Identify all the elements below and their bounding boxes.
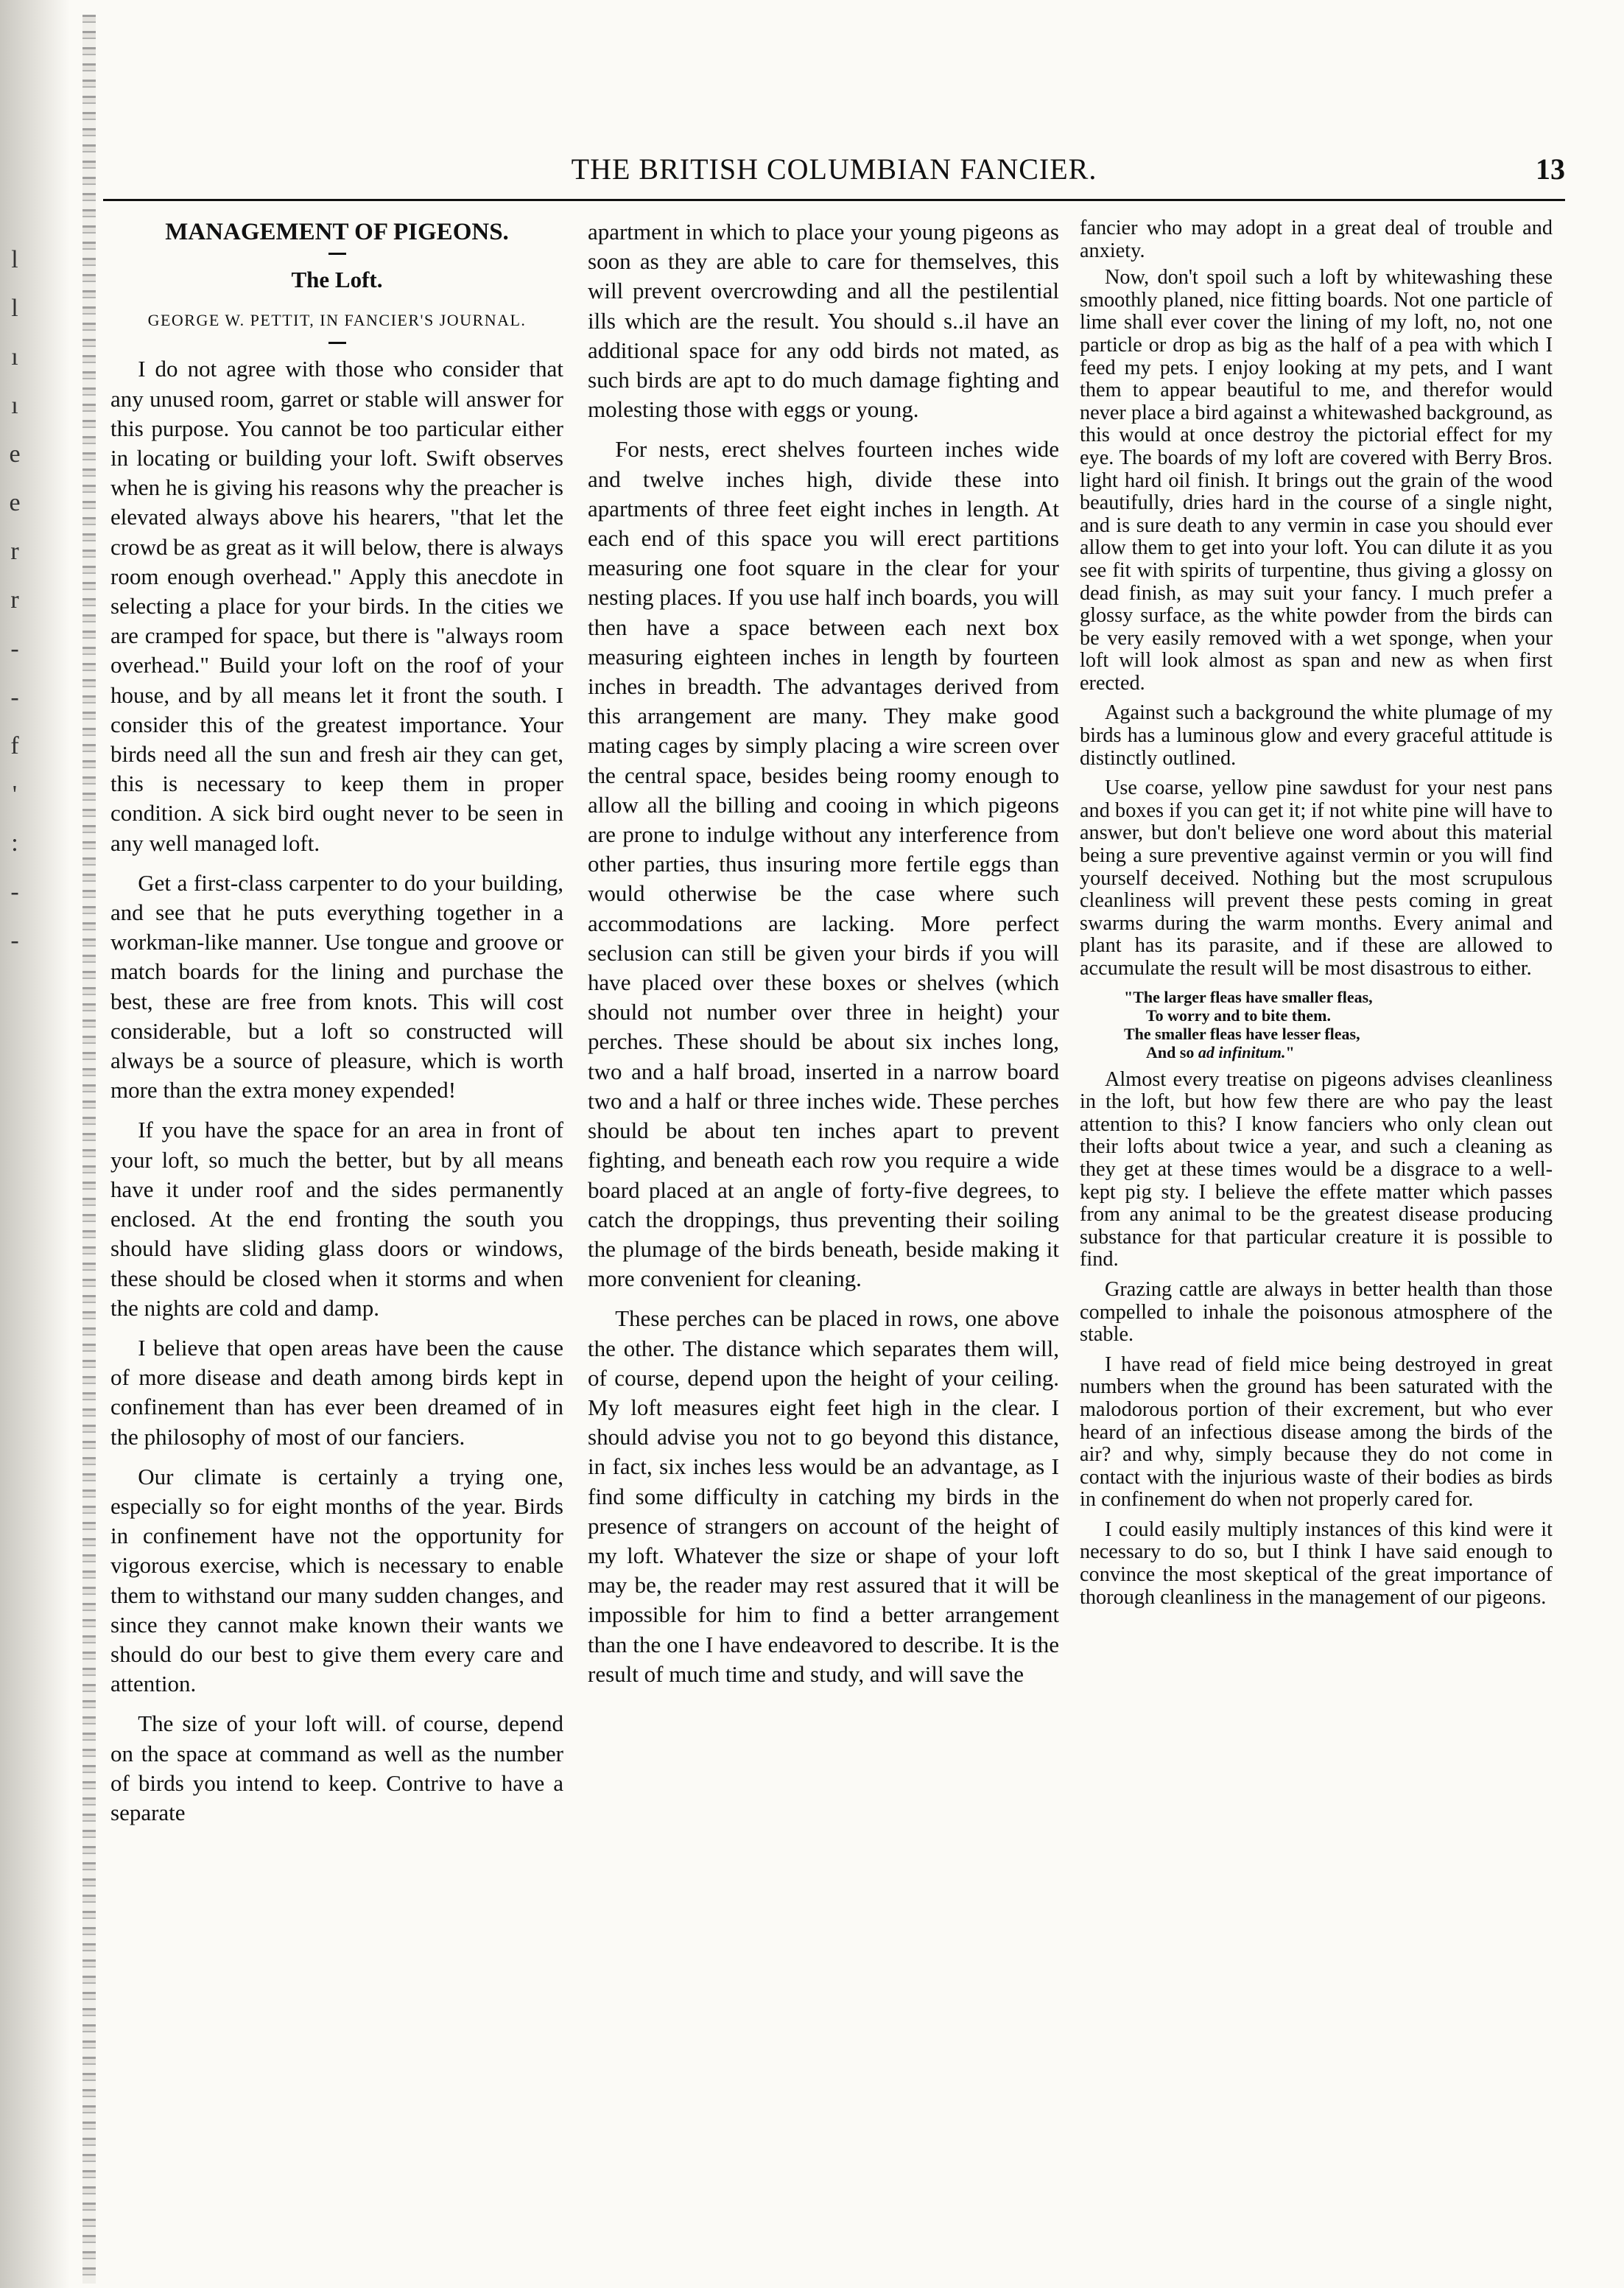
paragraph: Use coarse, yellow pine sawdust for your nest pans and boxes if you can get it; if not white pine will have to answer, but don't believe one word about this material being a sure preventive against vermin or you will find yourself deceived. Nothing but the most scrupulous cleanliness will prevent these pests coming in great swarms during the warm months. Every animal and plant has its parasite, and if these are allowed to accumulate the result will be most disastrous to either.: [1080, 776, 1553, 980]
running-head: [103, 147, 1565, 201]
paragraph-continued: fancier who may adopt in a great deal of trouble and anxiety.: [1080, 217, 1553, 262]
title-rule: [328, 253, 346, 255]
paragraph: The size of your loft will. of course, depend on the space at command as well as the number of birds you intend to keep. Contrive to have a separate: [110, 1710, 563, 1825]
byline-rule: [328, 342, 346, 344]
margin-fragment: :: [11, 829, 18, 857]
margin-fragment: l: [11, 246, 18, 273]
margin-fragment: e: [9, 489, 21, 516]
verse-line: "The larger fleas have smaller fleas,: [1124, 987, 1373, 1006]
publication-title: THE BRITISH COLUMBIAN FANCIER.: [571, 152, 1097, 186]
margin-fragment: l: [11, 295, 18, 322]
margin-fragment: ı: [11, 392, 18, 419]
paragraph: Against such a background the white plumage of my birds has a luminous glow and every graceful attitude is distinctly outlined.: [1080, 701, 1553, 770]
column-1: [110, 217, 563, 1838]
paragraph: For nests, erect shelves fourteen inches wide and twelve inches high, divide these into apartments of three feet eight inches in length. At each end of this space you will erect partitions measuring one foot square in the clear for your nesting places. If you use half inch boards, you will then have a space between each next box measuring eighteen inches in length by fourteen inches in breadth. The advantages derived from this arrangement are many. They make good mating cages by simply placing a wire screen over the central space, besides being roomy enough to allow all the billing and cooing in which pigeons are prone to indulge without any interference from other parties, thus insuring more fertile eggs than would otherwise be the case where such accommodations are lacking. More perfect seclusion can still be given your birds if you will have placed over these boxes or shelves (which should not number over three in height) your perches. These should be about six inches long, two and a half broad, inserted in a narrow board two and a half or three inches wide. These perches should be about ten inches apart to prevent fighting, and beneath each row you require a wide board placed at an angle of forty-five degrees, to catch the droppings, thus preventing their soiling the plumage of the birds beneath, beside making it more convenient for cleaning.: [588, 436, 1059, 1292]
margin-fragment: e: [9, 441, 21, 468]
paragraph: These perches can be placed in rows, one above the other. The distance which separates them will, of course, depend upon the height of your ceiling. My loft measures eight feet high in the clear. I should advise you not to go beyond this distance, in fact, six inches less would be an advantage, as I find some difficulty in catching my birds in the presence of strangers on account of the height of my loft. Whatever the size or shape of your loft may be, the reader may rest assured that it will be impossible for him to find a better arrangement than the one I have endeavored to describe. It is the result of much time and study, and will save the: [588, 1305, 1059, 1687]
verse-quote: [1124, 988, 1553, 1061]
left-margin-fragments: [0, 236, 29, 965]
paragraph: If you have the space for an area in front of your loft, so much the better, but by all means have it under roof and the sides permanently enclosed. At the end fronting the south you should have sliding glass doors or windows, these should be closed when it storms and when the nights are cold and damp.: [110, 1117, 563, 1321]
page-binding-edge: [82, 15, 96, 2284]
article-byline: GEORGE W. PETTIT, IN FANCIER'S JOURNAL.: [147, 311, 527, 330]
article-subtitle: The Loft.: [291, 267, 383, 293]
margin-fragment: f: [10, 732, 19, 759]
margin-fragment: r: [10, 586, 19, 614]
verse-text: And so: [1146, 1042, 1198, 1061]
margin-fragment: -: [10, 927, 19, 954]
page-number: 13: [1536, 152, 1565, 186]
article-title: MANAGEMENT OF PIGEONS.: [165, 219, 509, 245]
column-3: [1080, 217, 1553, 1616]
verse-line: The smaller fleas have lesser fleas,: [1124, 1024, 1360, 1043]
margin-fragment: ı: [11, 343, 18, 371]
verse-line: To worry and to bite them.: [1146, 1006, 1331, 1025]
verse-quote-mark: ": [1285, 1042, 1295, 1061]
paragraph: I have read of field mice being destroyed in great numbers when the ground has been saturated with the malodorous portion of their excrement, but who ever heard of an infectious disease among the birds of the air? and why, simply because they do not come in contact with the injurious waste of their bodies as birds in confinement do when not properly cared for.: [1080, 1352, 1553, 1512]
paragraph: I believe that open areas have been the cause of more disease and death among birds kept in confinement than has ever been dreamed of in the philosophy of most of our fanciers.: [110, 1334, 563, 1450]
paragraph: Grazing cattle are always in better health than those compelled to inhale the poisonous atmosphere of the stable.: [1080, 1277, 1553, 1347]
paragraph: Get a first-class carpenter to do your building, and see that he puts everything together in a workman-like manner. Use tongue and groove or match boards for the lining and purchase the best, these are free from knots. This will cost considerable, but a loft so constructed will always be a source of pleasure, which is worth more than the extra money expended!: [110, 869, 563, 1103]
margin-fragment: r: [10, 538, 19, 565]
paragraph: Our climate is certainly a trying one, especially so for eight months of the year. Birds in confinement have not the opportunity for vigorous exercise, which is necessary to enable them to withstand our many sudden changes, and since they cannot make known their wants we should do our best to give them every care and attention.: [110, 1463, 563, 1697]
verse-line: [1124, 1043, 1553, 1061]
paragraph: I do not agree with those who consider that any unused room, garret or stable will answer for this purpose. You cannot be too particular either in locating or building your loft. Swift observes when he is giving his reasons why the preacher is elevated always above his hearers, "that let the crowd be as great as it will below, there is always room enough overhead." Apply this anecdote in selecting a place for your birds. In the cities we are cramped for space, but there is "always room overhead." Build your loft on the roof of your house, and by all means let it front the south. I consider this of the greatest importance. Your birds need all the sun and fresh air they can get, this is necessary to keep them in proper condition. A sick bird ought never to be seen in any well managed loft.: [110, 356, 563, 856]
column-2: [588, 217, 1059, 1699]
paragraph: Now, don't spoil such a loft by whitewashing these smoothly planed, nice fitting boards. Not one particle of lime shall ever cover the lining of my loft, no, not one particle or drop as big as the half of a pea with which I feed my pets. I enjoy looking at my pets, and I want them to appear beautiful to me, and therefor would never place a bird against a whitewashed background, as this would at once destroy the pictorial effect for my eye. The boards of my loft are covered with Berry Bros. light hard oil finish. It brings out the grain of the wood beautifully, dries hard in the course of a single night, and is sure death to any vermin in case you should ever allow them to get into your loft. You can dilute it as you see fit with spirits of turpentine, thus giving a glossy on dead finish, as may suit your fancy. I much prefer a glossy surface, as the white powder from the birds can be very easily removed with a wet sponge, when your loft will look almost as span and new as when first erected.: [1080, 266, 1553, 695]
paragraph: I could easily multiply instances of this kind were it necessary to do so, but I think I have said enough to convince the most skeptical of the great importance of thorough cleanliness in the management of our pigeons.: [1080, 1517, 1553, 1609]
paragraph-continued: apartment in which to place your young pigeons as soon as they are able to care for themselves, this will prevent overcrowding and all the pestilential ills which are the result. You should s..il have an additional space for any odd birds not mated, as such birds are apt to do much damage fighting and molesting those with eggs or young.: [588, 219, 1059, 423]
margin-fragment: ': [12, 781, 18, 808]
margin-fragment: -: [10, 635, 19, 662]
margin-fragment: -: [10, 684, 19, 711]
paragraph: Almost every treatise on pigeons advises cleanliness in the loft, but how few there are who pay the least attention to this? I know fanciers who only clean out their lofts about twice a year, and such a cleaning as they get at these times would be a disgrace to a well-kept pig sty. I believe the effete matter which passes from any animal to be the greatest disease producing substance for that particular creature it is possible to find.: [1080, 1067, 1553, 1271]
verse-latin: ad infinitum.: [1198, 1042, 1286, 1061]
margin-fragment: -: [10, 878, 19, 905]
